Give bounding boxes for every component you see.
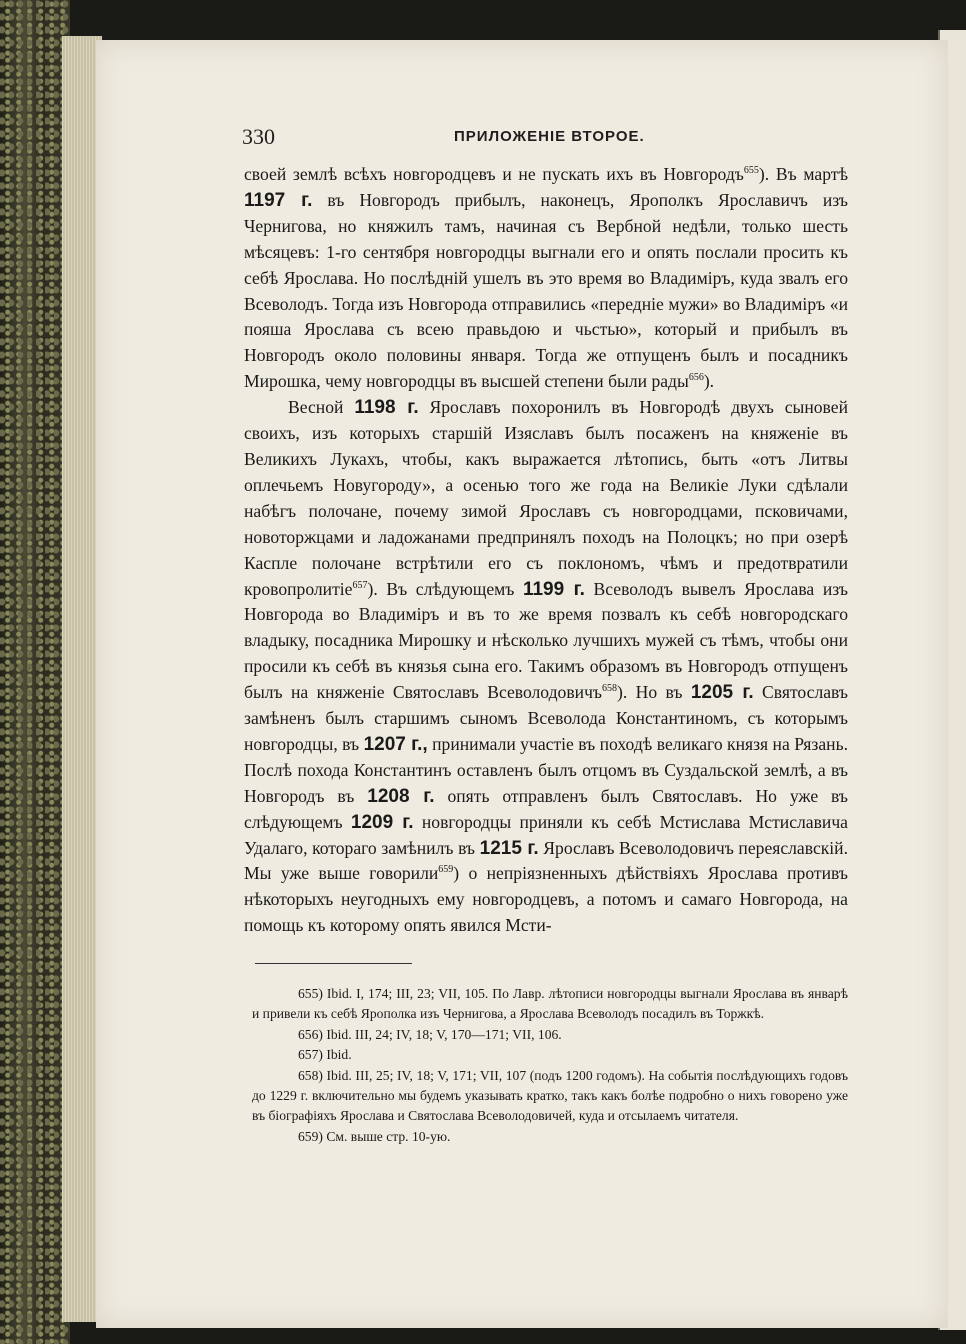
book-binding bbox=[0, 0, 70, 1344]
year-highlight: 1205 г. bbox=[690, 682, 754, 704]
footnote-ref: 658 bbox=[602, 683, 618, 695]
page-header bbox=[242, 124, 842, 154]
text-run: новгородцы приняли къ себѣ Мстислава Мстиславича Удалаго, котораго замѣнилъ въ bbox=[244, 811, 848, 858]
text-run: ). Въ слѣдующемъ bbox=[367, 578, 523, 599]
text-run: Всеволодъ вывелъ Ярослава изъ Новгорода во Владиміръ и въ то же время позвалъ къ себѣ новгородскаго владыку, посадника Мирошку и нѣсколько лучшихъ мужей съ тѣмъ, чтобы они просили къ себѣ въ князья сына его. Такимъ образомъ въ Новгородъ отпущенъ былъ на княженіе Святославъ Всеволодовичъ bbox=[244, 578, 848, 703]
text-run: своей землѣ всѣхъ новгородцевъ и не пускать ихъ въ Новгородъ bbox=[244, 164, 744, 184]
footnote: 655) Ibid. I, 174; III, 23; VII, 105. По Лавр. лѣтописи новгородцы выгнали Ярослава въ январѣ и привели къ себѣ Ярополка изъ Чернигова, а Ярослава Всеволодъ посадилъ въ Торжкѣ. bbox=[252, 986, 848, 1022]
footnote-ref: 655 bbox=[743, 165, 759, 176]
text-run: Ярославъ похоронилъ въ Новгородѣ двухъ сыновей своихъ, изъ которыхъ старшій Изяславъ былъ посаженъ на княженіе въ Великихъ Лукахъ, чтобы, какъ выражается лѣтопись, быть «отъ Литвы оплечьемъ Новугороду», а осенью того же года на Великіе Луки сдѣлали набѣгъ полочане, почему зимой Ярославъ съ новгородцами, псковичами, новоторжцами и ладожанами предпринялъ походъ на Полоцкъ; но при озерѣ Каспле полочане встрѣтили его съ поклономъ, чѣмъ и предотвратили кровопролитіе bbox=[244, 397, 848, 599]
year-highlight: 1198 г. bbox=[354, 397, 419, 419]
text-run: опять отправленъ былъ Святославъ. Но уже въ слѣдующемъ bbox=[244, 785, 848, 832]
text-run: ). Но въ bbox=[617, 682, 691, 703]
paragraph bbox=[244, 395, 848, 939]
page-number: 330 bbox=[242, 124, 275, 149]
footnote: 657) Ibid. bbox=[298, 1047, 352, 1063]
footnote-ref: 657 bbox=[352, 579, 368, 591]
year-highlight: 1207 г., bbox=[363, 733, 428, 755]
running-head: ПРИЛОЖЕНІЕ ВТОРОЕ. bbox=[454, 128, 645, 145]
year-highlight: 1209 г. bbox=[350, 811, 414, 833]
year-highlight: 1197 г. bbox=[244, 189, 313, 211]
year-highlight: 1208 г. bbox=[367, 785, 435, 807]
footnote: 659) См. выше стр. 10-ую. bbox=[298, 1128, 451, 1144]
text-run: Ярославъ Всеволодовичъ переяславскій. Мы уже выше говорили bbox=[244, 837, 849, 884]
footnotes bbox=[252, 984, 848, 1147]
text-run: ) о непріязненныхъ дѣйствіяхъ Ярослава противъ нѣкоторыхъ неугодныхъ ему новгородцевъ, а потомъ и самаго Новгорода, на помощь къ которому опять явился Мсти- bbox=[244, 863, 848, 936]
footnote: 656) Ibid. III, 24; IV, 18; V, 170—171; VII, 106. bbox=[298, 1026, 562, 1042]
footnote-ref: 656 bbox=[688, 372, 704, 384]
year-highlight: 1199 г. bbox=[522, 578, 585, 600]
footnote: 658) Ibid. III, 25; IV, 18; V, 171; VII, 107 (подъ 1200 годомъ). На событія послѣдующихъ годовъ до 1229 г. включительно мы будемъ указывать кратко, такъ какъ болѣе подробно о нихъ говорено уже въ біографіяхъ Ярослава и Святослава Всеволодовичей, куда и отсылаемъ читателя. bbox=[252, 1067, 848, 1124]
year-highlight: 1215 г. bbox=[479, 837, 539, 859]
text-run: ). bbox=[703, 371, 715, 392]
text-run: Весной bbox=[288, 397, 355, 418]
main-text bbox=[244, 162, 848, 939]
text-run: принимали участіе въ походѣ великаго князя на Рязань. Послѣ похода Константинъ оставленъ былъ отцомъ въ Суздальской землѣ, а въ Новгородъ въ bbox=[244, 733, 848, 806]
text-run: въ Новгородъ прибылъ, наконецъ, Ярополкъ Ярославичъ изъ Чернигова, но княжилъ тамъ, начиная съ Вербной недѣли, только шесть мѣсяцевъ: 1-го сентября новгородцы выгнали его и опять послали просить къ себѣ Ярослава. Но послѣдній ушелъ въ это время во Владиміръ, куда звалъ его Всеволодъ. Тогда изъ Новгорода отправились «передніе мужи» во Владиміръ «и пояша Ярослава съ всею правьдою и чьстью», который и прибылъ въ Новгородъ около половины января. Тогда же отпущенъ былъ и посадникъ Мирошка, чему новгородцы въ высшей степени были рады bbox=[244, 189, 848, 392]
footnote-ref: 659 bbox=[438, 864, 454, 876]
footnote-rule bbox=[255, 963, 412, 964]
paragraph bbox=[244, 162, 848, 395]
text-run: ). Въ мартѣ bbox=[758, 164, 849, 184]
text-run: Святославъ замѣненъ былъ старшимъ сыномъ Всеволода Константиномъ, съ которымъ новгородцы, въ bbox=[244, 682, 848, 754]
